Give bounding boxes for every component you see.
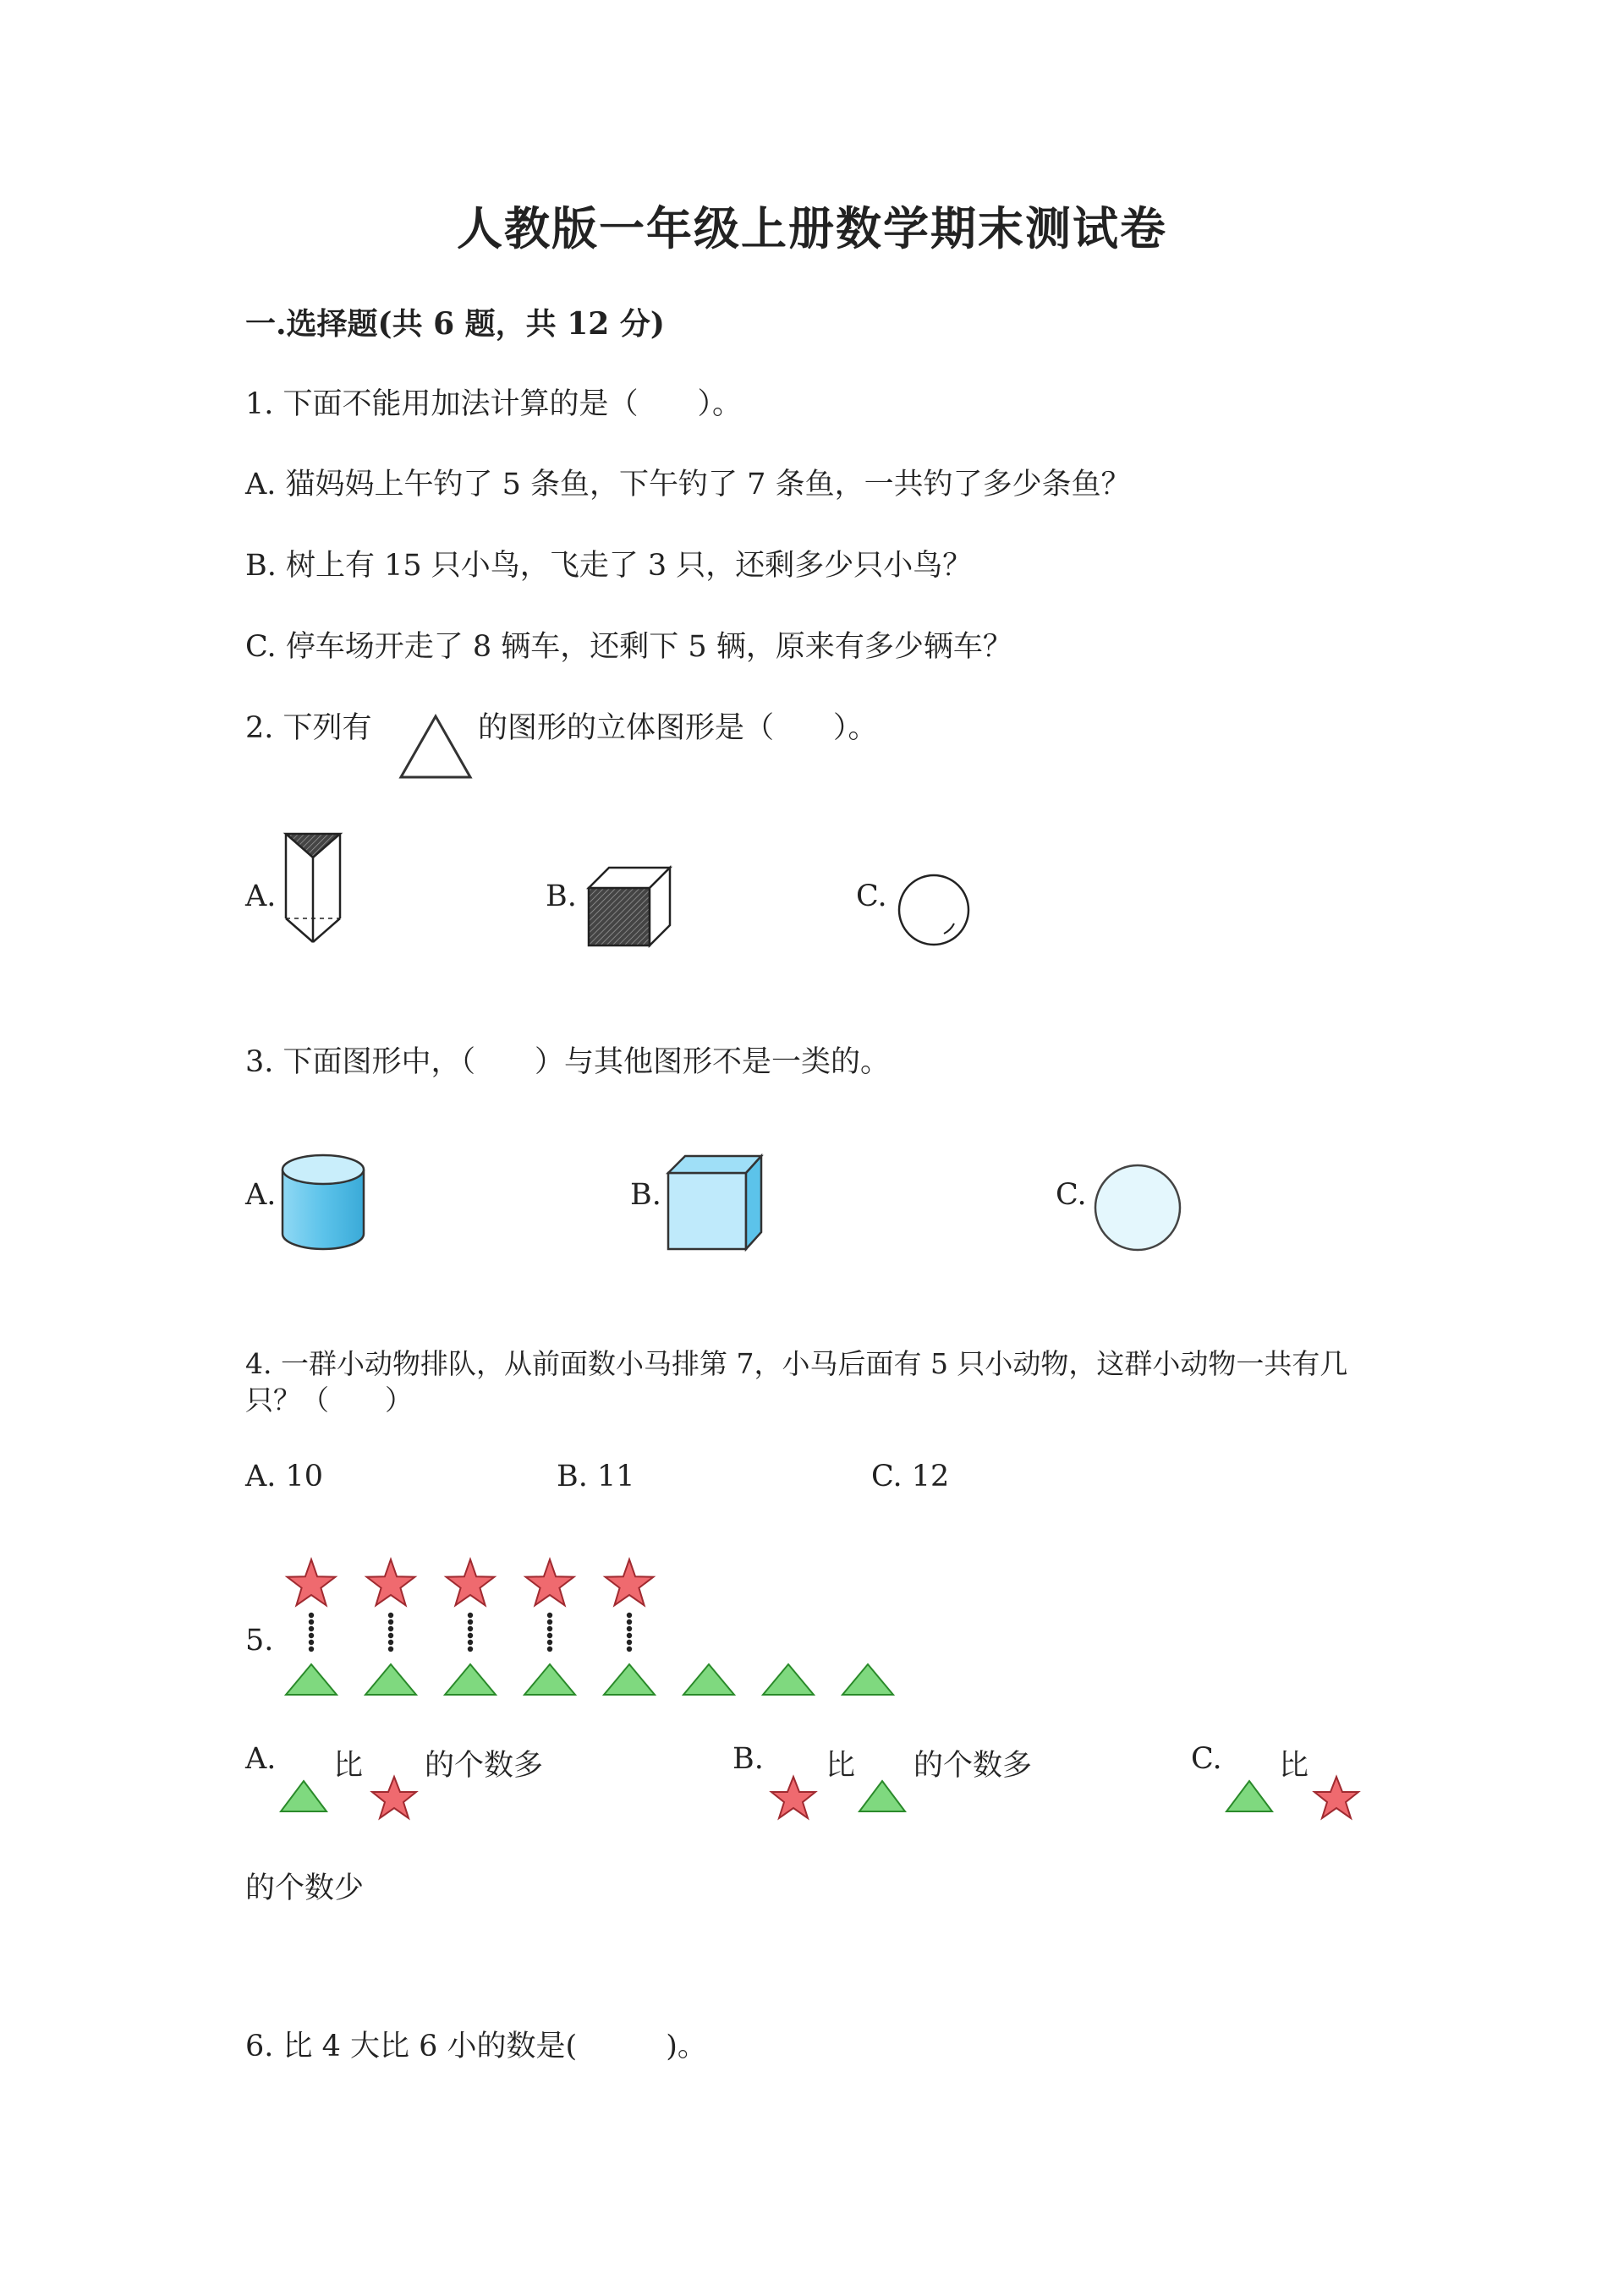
dot-connector bbox=[468, 1626, 473, 1631]
triangle-icon bbox=[286, 1664, 337, 1695]
dot-connector bbox=[309, 1633, 314, 1638]
dot-connector bbox=[468, 1640, 473, 1645]
dot-connector bbox=[388, 1626, 393, 1631]
star-icon bbox=[447, 1559, 495, 1605]
dot-connector bbox=[547, 1633, 552, 1638]
question-5-option-a-label: A. bbox=[245, 1742, 277, 1776]
triangle-face-icon bbox=[398, 713, 474, 781]
question-1-option-a: A. 猫妈妈上午钓了 5 条鱼，下午钓了 7 条鱼，一共钓了多少条鱼？ bbox=[245, 468, 1131, 501]
question-3-option-a-label: A. bbox=[245, 1178, 277, 1212]
star-icon bbox=[526, 1559, 574, 1605]
question-4-line-2: 只？（ ） bbox=[245, 1384, 413, 1417]
question-1: 1. 下面不能用加法计算的是（ ）。 bbox=[245, 387, 743, 421]
dot-connector bbox=[388, 1647, 393, 1652]
question-2-option-a-label: A. bbox=[245, 879, 277, 913]
triangle-icon bbox=[604, 1664, 655, 1695]
triangle-icon bbox=[683, 1664, 734, 1695]
page-title: 人教版一年级上册数学期末测试卷 bbox=[457, 201, 1167, 255]
dot-connector bbox=[627, 1647, 632, 1652]
question-6: 6. 比 4 大比 6 小的数是( )。 bbox=[245, 2030, 707, 2063]
question-5-option-c-label: C. bbox=[1191, 1742, 1222, 1776]
section-heading: 一.选择题(共 6 题，共 12 分) bbox=[245, 306, 665, 342]
question-5-option-a-text: 的个数多 bbox=[425, 1749, 544, 1783]
circle-blue-icon bbox=[1091, 1161, 1184, 1254]
star-triangle-diagram bbox=[279, 1556, 905, 1700]
star-icon bbox=[288, 1559, 336, 1605]
dot-connector bbox=[468, 1633, 473, 1638]
dot-connector bbox=[388, 1619, 393, 1625]
question-2-option-c-label: C. bbox=[856, 879, 887, 913]
dot-connector bbox=[309, 1626, 314, 1631]
triangle-icon bbox=[856, 1778, 908, 1817]
triangle-icon bbox=[763, 1664, 814, 1695]
question-3-option-b-label: B. bbox=[630, 1178, 661, 1212]
dot-connector bbox=[468, 1619, 473, 1625]
cube-icon bbox=[585, 864, 674, 949]
dot-connector bbox=[627, 1619, 632, 1625]
dot-connector bbox=[547, 1640, 552, 1645]
dot-connector bbox=[627, 1633, 632, 1638]
dot-connector bbox=[468, 1613, 473, 1618]
dot-connector bbox=[309, 1640, 314, 1645]
star-icon bbox=[606, 1559, 654, 1605]
question-5-option-c-bi: 比 bbox=[1279, 1749, 1309, 1783]
dot-connector bbox=[309, 1613, 314, 1618]
triangle-icon bbox=[277, 1778, 330, 1817]
dot-connector bbox=[627, 1626, 632, 1631]
dot-connector bbox=[388, 1613, 393, 1618]
dot-connector bbox=[309, 1619, 314, 1625]
dot-connector bbox=[547, 1613, 552, 1618]
question-5-option-a-bi: 比 bbox=[333, 1749, 364, 1783]
question-5-option-c-text: 的个数少 bbox=[245, 1871, 365, 1905]
dot-connector bbox=[388, 1633, 393, 1638]
triangular-prism-icon bbox=[279, 829, 347, 947]
dot-connector bbox=[309, 1647, 314, 1652]
question-2-suffix: 的图形的立体图形是（ ）。 bbox=[478, 711, 878, 745]
cube-blue-icon bbox=[665, 1153, 765, 1252]
dot-connector bbox=[547, 1626, 552, 1631]
question-5-option-b-text: 的个数多 bbox=[914, 1749, 1033, 1783]
triangle-icon bbox=[445, 1664, 496, 1695]
question-4-option-b: B. 11 bbox=[557, 1460, 635, 1493]
question-3-option-c-label: C. bbox=[1056, 1178, 1087, 1212]
dot-connector bbox=[627, 1613, 632, 1618]
question-3: 3. 下面图形中，（ ）与其他图形不是一类的。 bbox=[245, 1045, 891, 1079]
question-5-option-b-bi: 比 bbox=[826, 1749, 856, 1783]
triangle-icon bbox=[365, 1664, 416, 1695]
question-2-prefix: 2. 下列有 bbox=[245, 711, 372, 745]
question-2-option-b-label: B. bbox=[546, 879, 577, 913]
question-4-option-c: C. 12 bbox=[871, 1460, 950, 1493]
dot-connector bbox=[388, 1640, 393, 1645]
dot-connector bbox=[627, 1640, 632, 1645]
triangle-icon bbox=[524, 1664, 575, 1695]
cylinder-icon bbox=[277, 1153, 369, 1252]
dot-connector bbox=[547, 1647, 552, 1652]
star-icon bbox=[1311, 1774, 1362, 1822]
question-4-line-1: 4. 一群小动物排队，从前面数小马排第 7，小马后面有 5 只小动物，这群小动物一共有几 bbox=[245, 1347, 1348, 1380]
dot-connector bbox=[468, 1647, 473, 1652]
star-icon bbox=[367, 1559, 415, 1605]
question-4-option-a: A. 10 bbox=[245, 1460, 324, 1493]
star-icon bbox=[768, 1774, 819, 1822]
question-5-option-b-label: B. bbox=[732, 1742, 764, 1776]
sphere-icon bbox=[895, 871, 973, 949]
star-icon bbox=[369, 1774, 420, 1822]
question-1-option-b: B. 树上有 15 只小鸟，飞走了 3 只，还剩多少只小鸟？ bbox=[245, 549, 973, 583]
question-1-option-c: C. 停车场开走了 8 辆车，还剩下 5 辆，原来有多少辆车？ bbox=[245, 630, 1012, 664]
question-5-number: 5. bbox=[245, 1624, 274, 1658]
dot-connector bbox=[547, 1619, 552, 1625]
triangle-icon bbox=[842, 1664, 893, 1695]
triangle-icon bbox=[1223, 1778, 1276, 1817]
